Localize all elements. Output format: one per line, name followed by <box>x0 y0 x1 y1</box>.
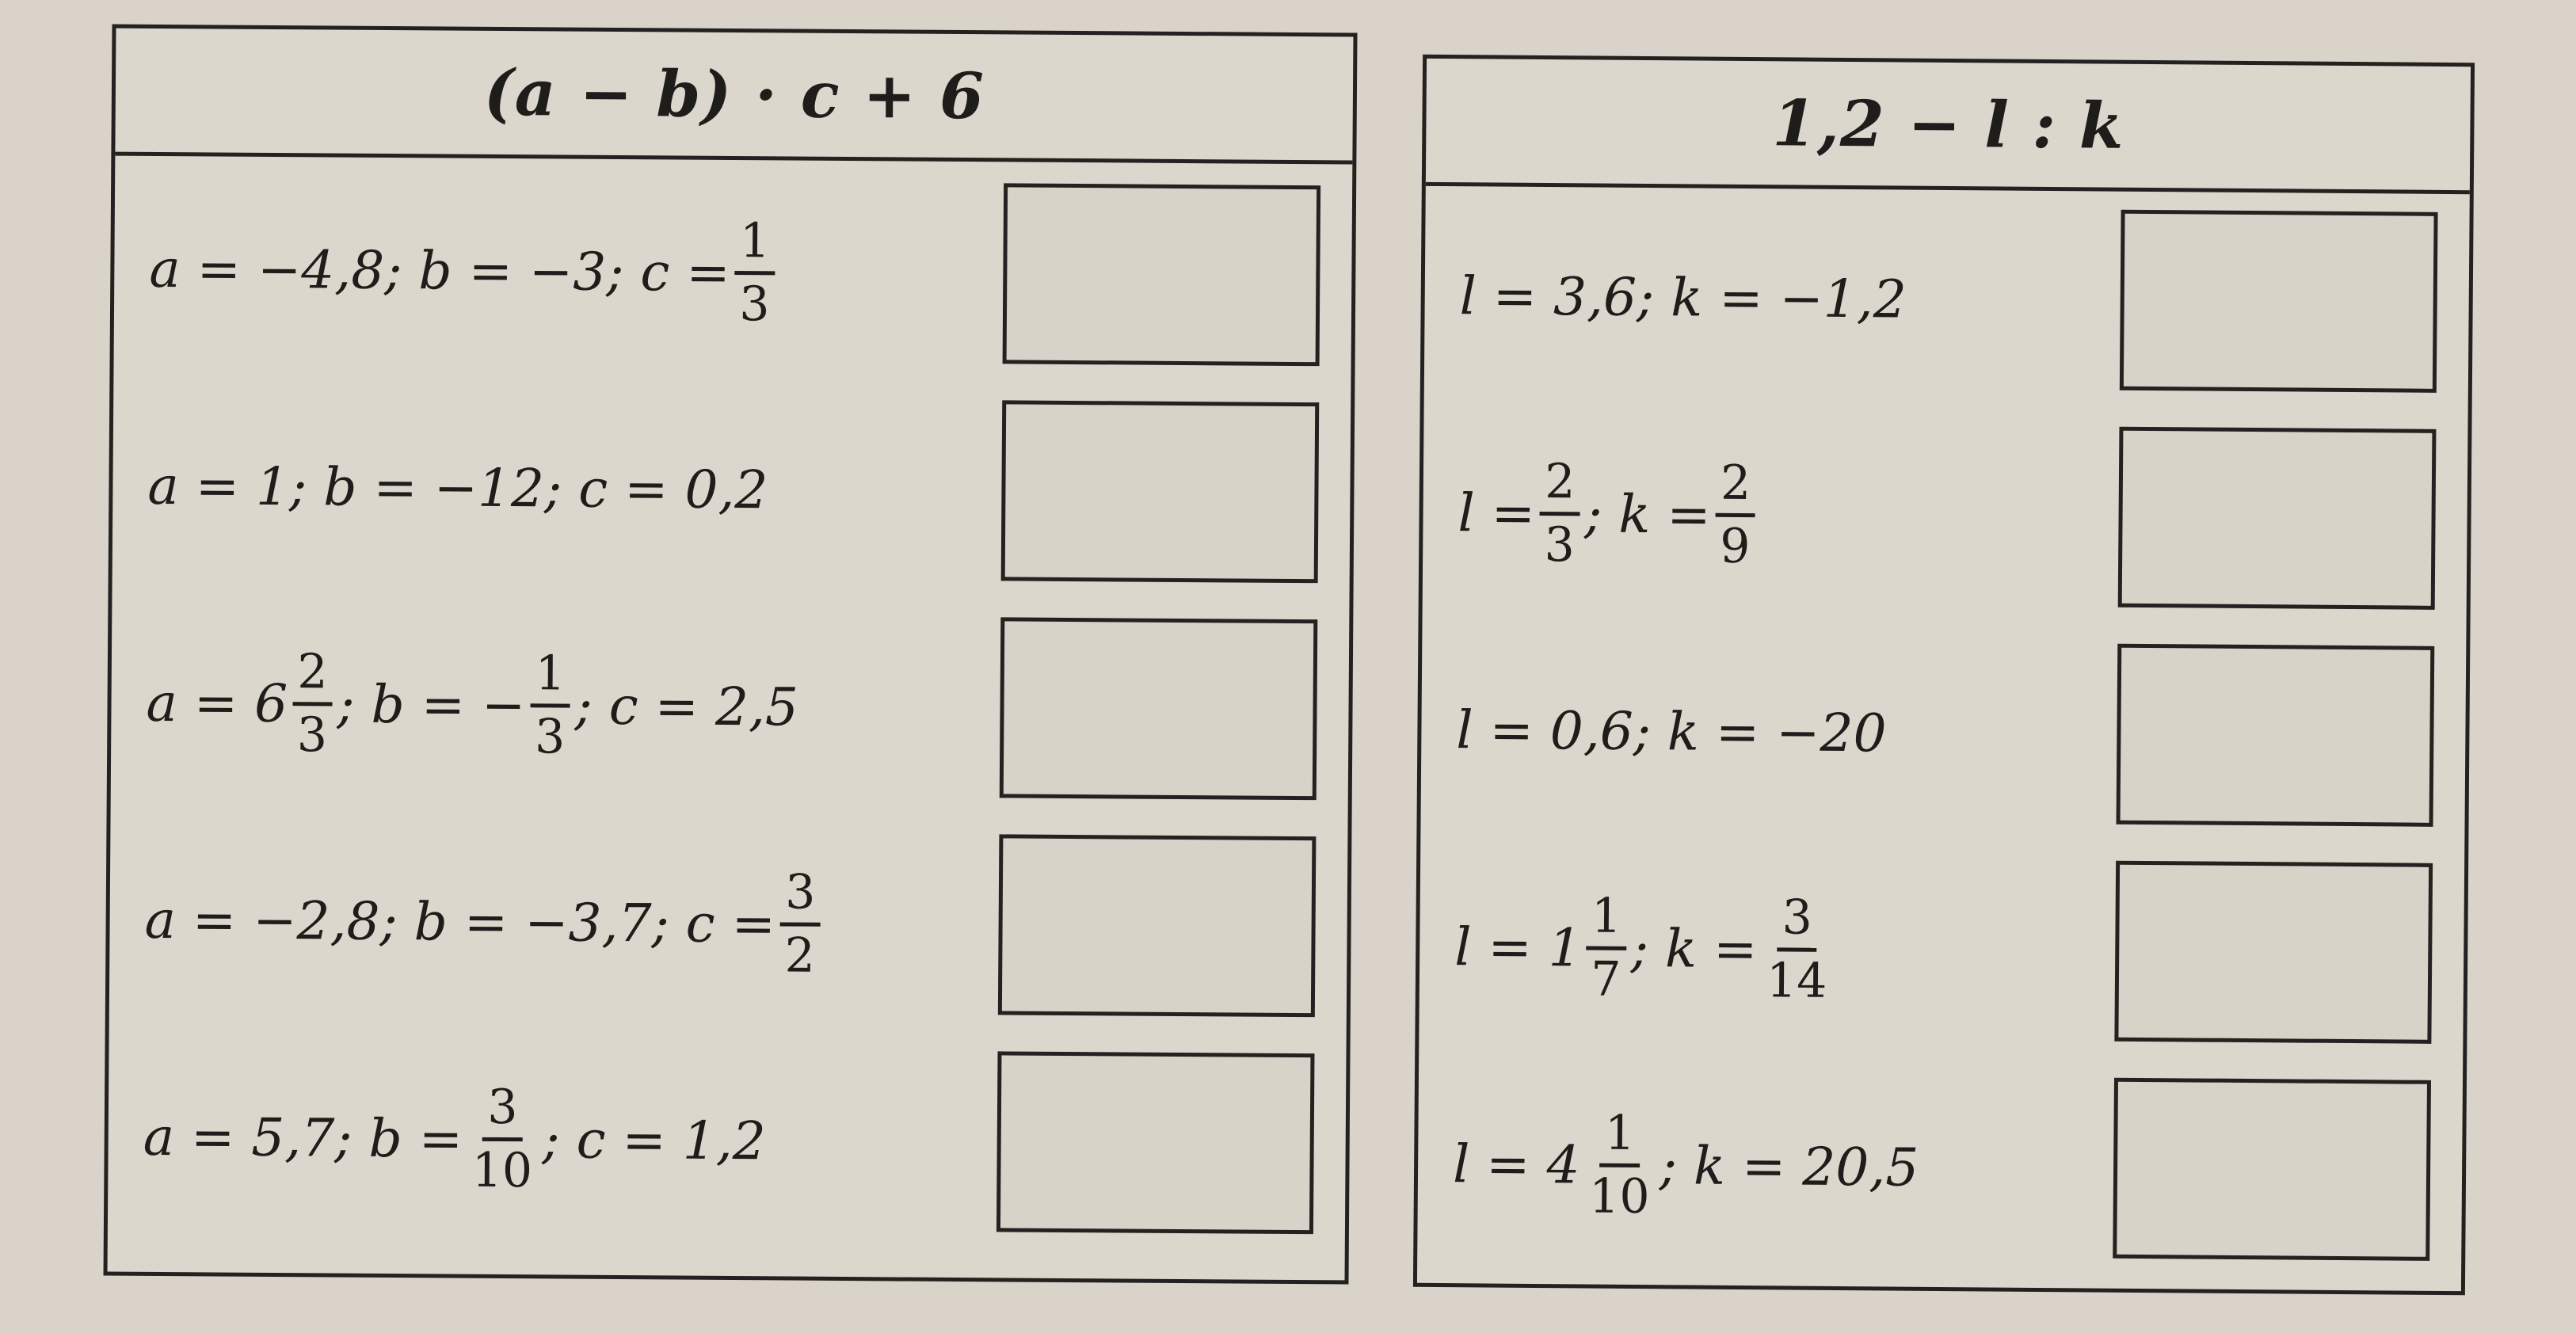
answer-box[interactable] <box>1003 183 1321 366</box>
table-row <box>111 596 1350 818</box>
table-row <box>112 379 1351 601</box>
table-row <box>1423 406 2468 627</box>
condition-text: l = 0,6; k = −20 <box>1456 699 1887 764</box>
answer-box[interactable] <box>2118 427 2437 610</box>
condition-text: a = −4,8; b = −3; c = $\frac{1}{3}$ <box>148 162 779 380</box>
fraction: $\frac{3}{2}$ <box>779 867 820 981</box>
table-row <box>1420 623 2466 844</box>
condition-text: l = $\frac{2}{3}$ ; k = $\frac{2}{9}$ <box>1458 406 1761 622</box>
fraction: $\frac{3}{14}$ <box>1766 889 1827 1009</box>
fraction: $\frac{1}{3}$ <box>530 649 570 762</box>
answer-box[interactable] <box>998 834 1317 1017</box>
expression-card-left <box>104 25 1358 1285</box>
table-row <box>1417 1057 2463 1278</box>
fraction: $\frac{3}{10}$ <box>471 1079 533 1198</box>
condition-text: a = −2,8; b = −3,7; c = $\frac{3}{2}$ <box>144 813 825 1031</box>
fraction: $\frac{2}{9}$ <box>1715 458 1755 571</box>
condition-text: l = 1 $\frac{1}{7}$ ; k = $\frac{3}{14}$ <box>1454 840 1838 1057</box>
table-row <box>108 1030 1347 1252</box>
fraction: $\frac{1}{10}$ <box>1588 1105 1650 1224</box>
answer-box[interactable] <box>1001 400 1320 583</box>
expression-card-right <box>1413 55 2475 1295</box>
condition-text: a = 5,7; b = $\frac{3}{10}$ ; c = 1,2 <box>143 1079 767 1198</box>
answer-box[interactable] <box>2113 1078 2431 1261</box>
table-row <box>109 813 1348 1035</box>
table-row <box>1419 840 2464 1061</box>
condition-text: l = 3,6; k = −1,2 <box>1459 265 1907 330</box>
answer-box[interactable] <box>1000 617 1318 800</box>
condition-text: a = 1; b = −12; c = 0,2 <box>147 455 768 520</box>
answer-box[interactable] <box>2120 210 2438 393</box>
fraction: $\frac{1}{7}$ <box>1586 891 1626 1004</box>
expression-header: (a − b) · c + 6 <box>115 29 1353 165</box>
condition-text: a = 6 $\frac{2}{3}$ ; b = − $\frac{1}{3}$ ; c = 2,5 <box>146 643 799 765</box>
fraction: $\frac{2}{3}$ <box>1539 456 1580 569</box>
fraction: $\frac{2}{3}$ <box>292 647 333 760</box>
answer-box[interactable] <box>2114 861 2433 1044</box>
table-row <box>1424 189 2470 410</box>
fraction: $\frac{1}{3}$ <box>734 216 775 329</box>
expression-header: 1,2 − l : k <box>1426 59 2471 194</box>
answer-box[interactable] <box>2117 644 2435 827</box>
table-row <box>113 162 1352 384</box>
condition-text: l = 4 $\frac{1}{10}$ ; k = 20,5 <box>1452 1105 1919 1224</box>
answer-box[interactable] <box>996 1051 1315 1234</box>
